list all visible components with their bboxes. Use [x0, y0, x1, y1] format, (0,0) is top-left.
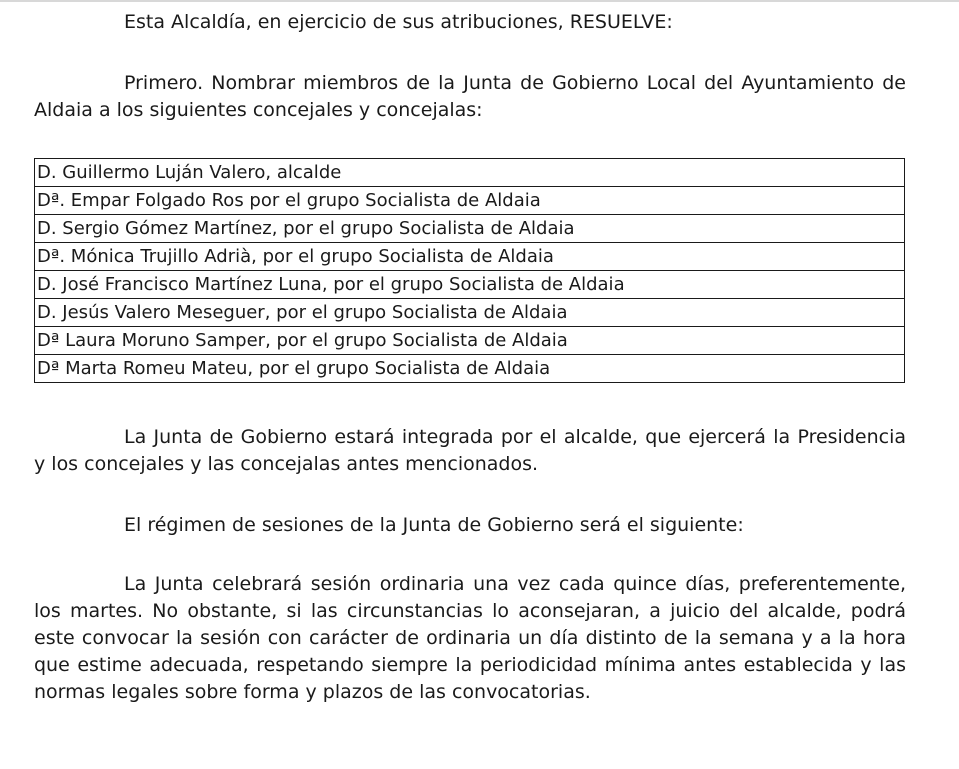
- table-row: [35, 243, 905, 271]
- resuelve-paragraph: Esta Alcaldía, en ejercicio de sus atribuciones, RESUELVE:: [124, 11, 673, 33]
- member-cell: D. Sergio Gómez Martínez, por el grupo Socialista de Aldaia: [35, 215, 905, 243]
- primero-paragraph: Primero. Nombrar miembros de la Junta de Gobierno Local del Ayuntamiento de Aldaia a los siguientes concejales y concejalas:: [34, 72, 906, 121]
- regimen-paragraph: El régimen de sesiones de la Junta de Gobierno será el siguiente:: [124, 514, 744, 536]
- table-row: [35, 355, 905, 383]
- top-divider: [0, 0, 959, 2]
- table-row: [35, 187, 905, 215]
- table-row: [35, 271, 905, 299]
- member-cell: Dª. Mónica Trujillo Adrià, por el grupo Socialista de Aldaia: [35, 243, 905, 271]
- member-cell: D. Guillermo Luján Valero, alcalde: [35, 159, 905, 187]
- members-table: [34, 158, 905, 383]
- member-cell: D. José Francisco Martínez Luna, por el grupo Socialista de Aldaia: [35, 271, 905, 299]
- celebrara-paragraph: La Junta celebrará sesión ordinaria una vez cada quince días, preferentemente, los martes. No obstante, si las circunstancias lo aconsejaran, a juicio del alcalde, podrá este convocar la sesión con carácter de ordinaria un día distinto de la semana y a la hora que estime adecuada, respetando siempre la periodicidad mínima antes establecida y las normas legales sobre forma y plazos de las convocatorias.: [34, 573, 906, 703]
- table-row: [35, 215, 905, 243]
- table-row: [35, 299, 905, 327]
- junta-integrada-paragraph: La Junta de Gobierno estará integrada por el alcalde, que ejercerá la Presidencia y los concejales y las concejalas antes mencionados.: [34, 426, 906, 475]
- member-cell: Dª. Empar Folgado Ros por el grupo Socialista de Aldaia: [35, 187, 905, 215]
- member-cell: Dª Laura Moruno Samper, por el grupo Socialista de Aldaia: [35, 327, 905, 355]
- table-row: [35, 159, 905, 187]
- table-row: [35, 327, 905, 355]
- member-cell: Dª Marta Romeu Mateu, por el grupo Socialista de Aldaia: [35, 355, 905, 383]
- member-cell: D. Jesús Valero Meseguer, por el grupo Socialista de Aldaia: [35, 299, 905, 327]
